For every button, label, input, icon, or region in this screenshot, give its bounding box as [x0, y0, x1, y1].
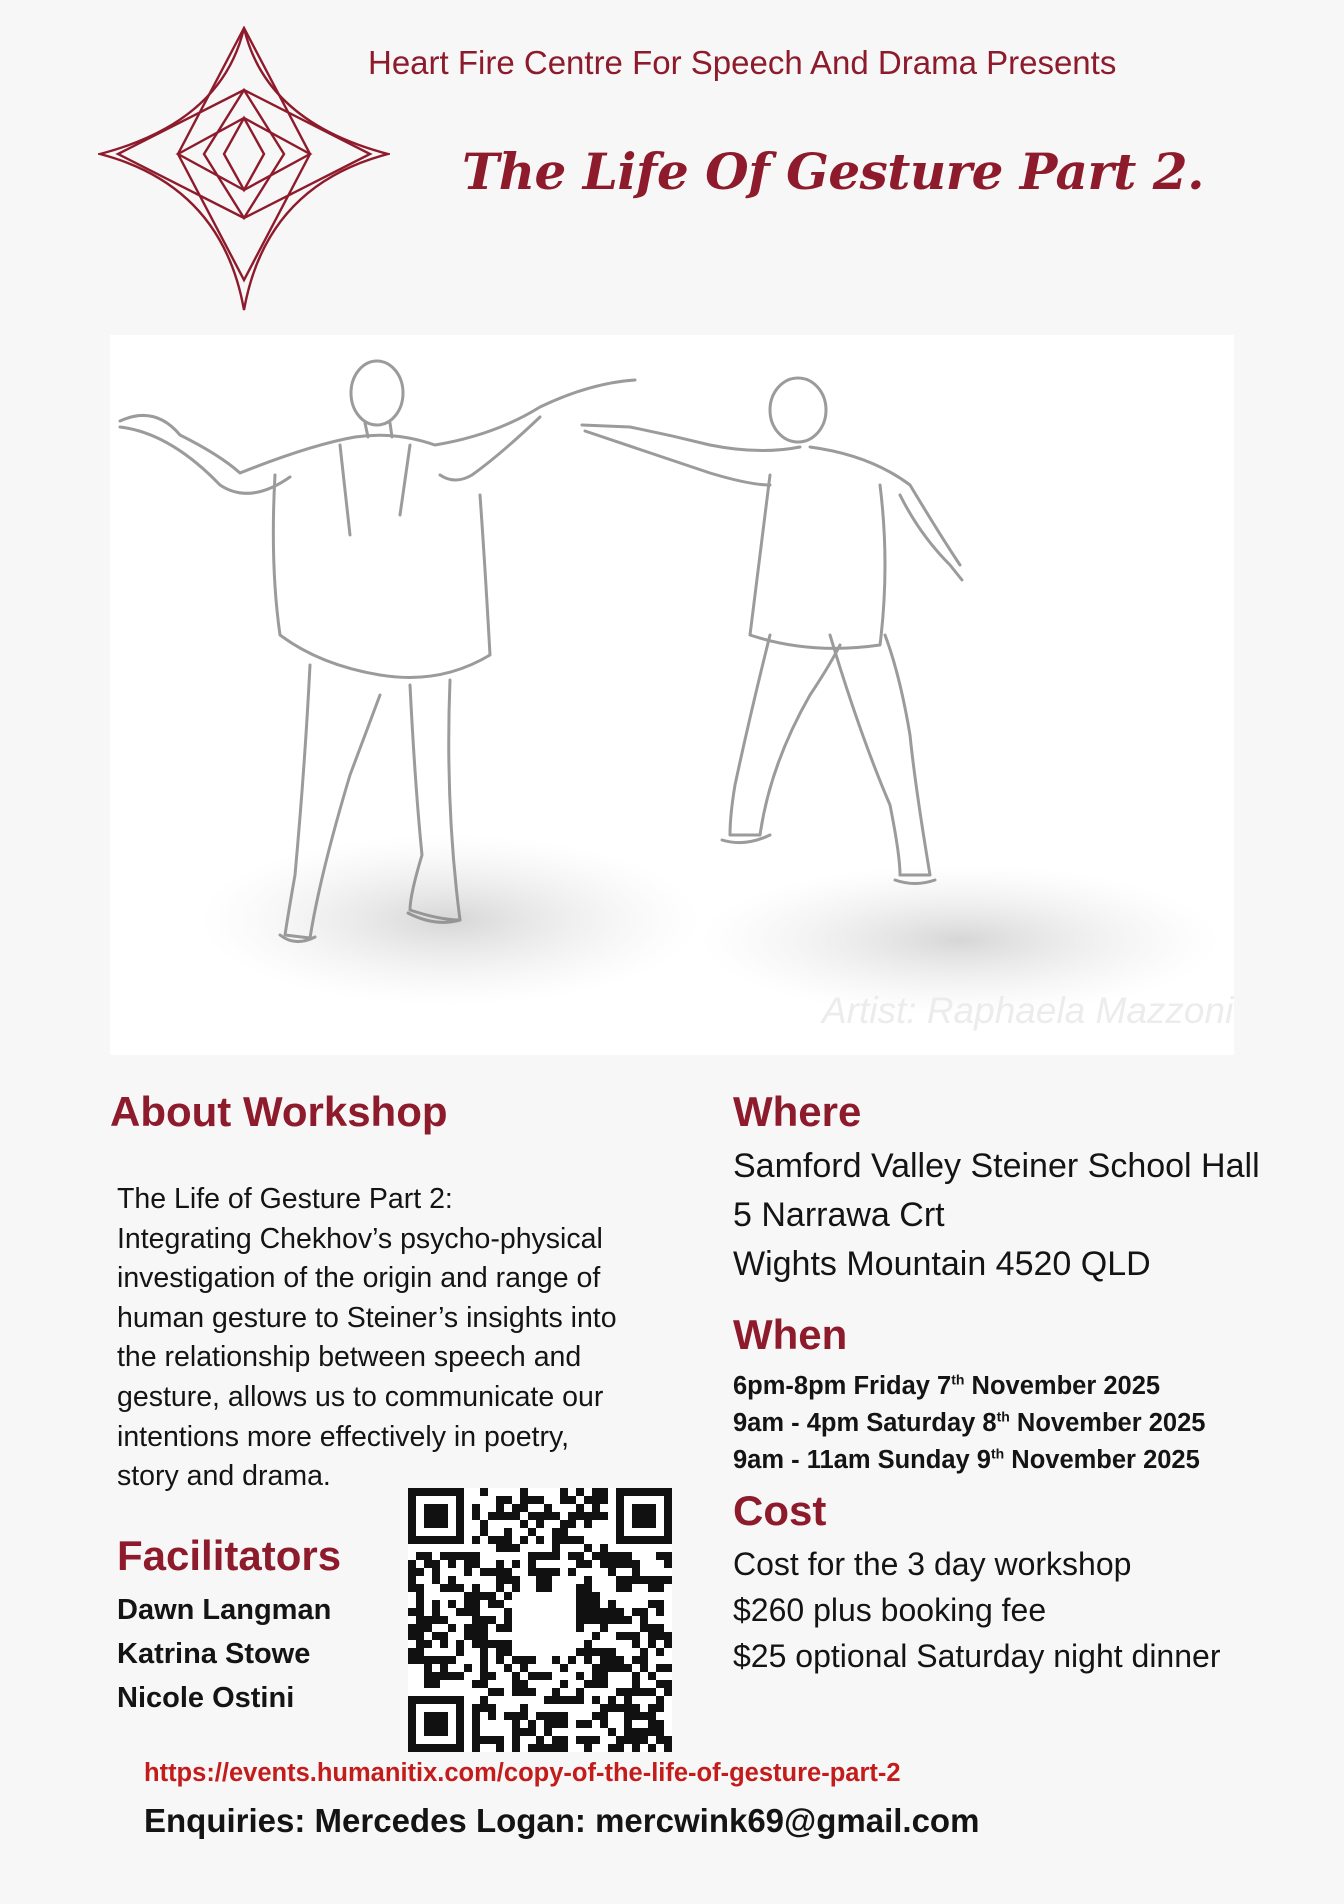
about-line: story and drama.: [117, 1460, 331, 1493]
about-line: Integrating Chekhov’s psycho-physical: [117, 1222, 603, 1255]
cost-heading: Cost: [733, 1487, 827, 1534]
cost-line: Cost for the 3 day workshop: [733, 1546, 1132, 1582]
where-heading: Where: [733, 1088, 862, 1135]
when-heading: When: [733, 1311, 848, 1358]
address-line: Wights Mountain 4520 QLD: [733, 1245, 1151, 1283]
about-line: gesture, allows us to communicate our: [117, 1380, 604, 1413]
artist-credit: Artist: Raphaela Mazzoni: [822, 990, 1234, 1031]
cost-line: $260 plus booking fee: [733, 1592, 1047, 1628]
address-line: Samford Valley Steiner School Hall: [733, 1147, 1260, 1185]
facilitators-list: [117, 1588, 331, 1720]
about-heading: About Workshop: [110, 1088, 448, 1135]
facilitator-name: Katrina Stowe: [117, 1638, 311, 1670]
facilitator-name: Dawn Langman: [117, 1594, 332, 1626]
address-line: 5 Narrawa Crt: [733, 1196, 945, 1234]
cost-line: $25 optional Saturday night dinner: [733, 1638, 1221, 1674]
facilitator-name: Nicole Ostini: [117, 1682, 295, 1714]
session-line: 6pm-8pm Friday 7th November 2025: [733, 1371, 1161, 1400]
presenter-line: Heart Fire Centre For Speech And Drama Presents: [368, 44, 1117, 81]
session-line: 9am - 4pm Saturday 8th November 2025: [733, 1408, 1206, 1437]
session-line: 9am - 11am Sunday 9th November 2025: [733, 1445, 1200, 1474]
cost-details: [733, 1541, 1220, 1679]
about-line: human gesture to Steiner’s insights into: [117, 1301, 617, 1334]
about-line: the relationship between speech and: [117, 1341, 582, 1374]
event-title: The Life Of Gesture Part 2.: [462, 142, 1204, 201]
qr-code-icon[interactable]: [408, 1488, 672, 1752]
about-line: investigation of the origin and range of: [117, 1262, 601, 1295]
about-description: [117, 1180, 687, 1497]
two-figures-gesturing-sketch: [110, 335, 1234, 1055]
about-line: The Life of Gesture Part 2:: [117, 1183, 453, 1215]
venue-address: [733, 1142, 1260, 1289]
four-pointed-star-icon: [98, 26, 390, 312]
about-line: intentions more effectively in poetry,: [117, 1420, 570, 1453]
booking-link[interactable]: https://events.humanitix.com/copy-of-the-life-of-gesture-part-2: [144, 1759, 901, 1787]
facilitators-heading: Facilitators: [117, 1532, 342, 1579]
session-times: [733, 1368, 1205, 1479]
enquiries-contact: Enquiries: Mercedes Logan: mercwink69@gmail.com: [144, 1802, 980, 1839]
